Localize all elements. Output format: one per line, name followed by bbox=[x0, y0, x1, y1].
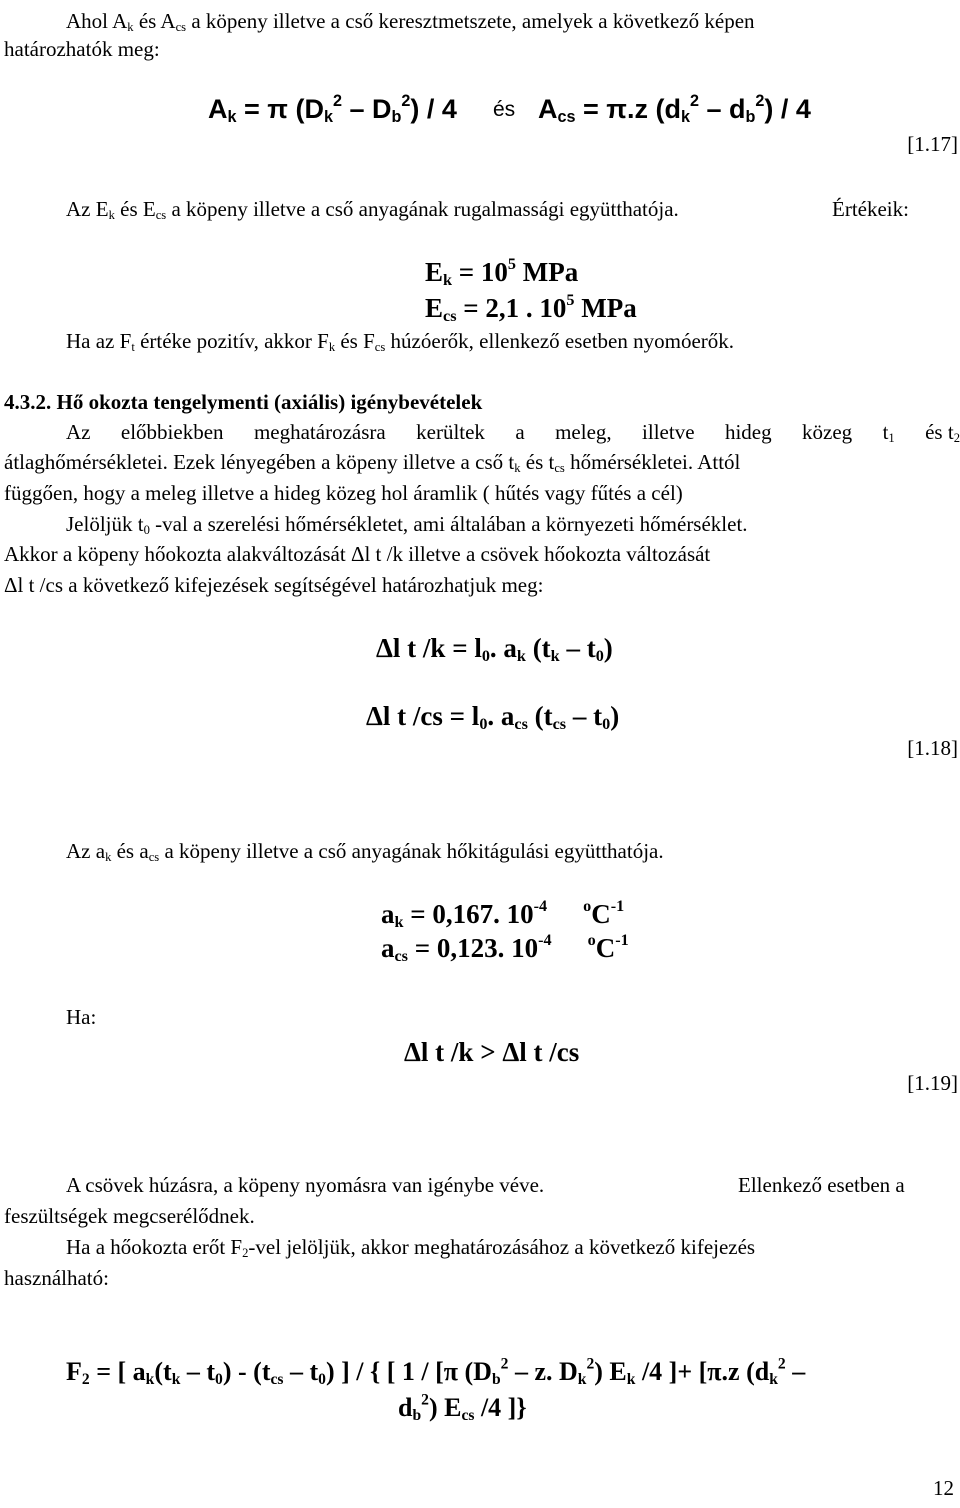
expansion-text: Az $a_k$ és $a_{cs}$ a köpeny illetve a cső anyagának hőkitágulási együtthatója. bbox=[66, 839, 664, 865]
equation-acs: $A_{cs} = \pi.z$ $(d_k^2 - d_b^2) / 4$ bbox=[538, 91, 811, 127]
closing-line-2: feszültségek megcserélődnek. bbox=[4, 1204, 255, 1228]
equation-ref-1-17: [1.17] bbox=[907, 132, 958, 156]
moduli-ertekeik: Értékeik: bbox=[832, 197, 909, 221]
closing-line-1-right: Ellenkező esetben a bbox=[738, 1173, 905, 1197]
condition-ha-label: Ha: bbox=[66, 1005, 97, 1029]
section-para-line-1: Az előbbiekben meghatározásra kerültek a meleg, illetve hideg közeg $t_1$ és $t_2$ bbox=[66, 420, 960, 446]
moduli-sign-note: Ha az $F_t$ értéke pozitív, akkor $F_k$ és $F_{cs}$ húzóerők, ellenkező esetben nyomóerők. bbox=[66, 329, 735, 355]
equation-f2-line-2: $d_b^2$) $E_{cs}$ /4 ]} bbox=[398, 1391, 527, 1424]
closing-line-3: Ha a hőokozta erőt $F_2$-vel jelöljük, akkor meghatározásához a következő kifejezés bbox=[66, 1235, 756, 1261]
section-para-line-5: Akkor a köpeny hőokozta alakváltozását Δl t /k illetve a csövek hőokozta változását bbox=[4, 542, 711, 566]
section-heading: 4.3.2. Hő okozta tengelymenti (axiális) igénybevételek bbox=[4, 390, 483, 414]
equation-ak: $A_k = \pi$ $(D_k^2 - D_b^2) / 4$ bbox=[208, 91, 457, 127]
equation-ecs: $E_{cs} = 2,1$ . $10^5$ MPa bbox=[425, 290, 637, 326]
intro-line-2: határozhatók meg: bbox=[4, 37, 160, 61]
section-para-line-6: Δl t /cs a következő kifejezések segítségével határozhatjuk meg: bbox=[4, 573, 544, 597]
page-number: 12 bbox=[933, 1476, 954, 1500]
section-para-line-4: Jelöljük $t_0$ -val a szerelési hőmérsékletet, ami általában a környezeti hőmérséklet. bbox=[66, 512, 748, 538]
equation-connector-es: és bbox=[493, 98, 516, 121]
equation-ak-coeff: $a_k = 0,167$. $10^{-4}$ $^oC^{-1}$ bbox=[381, 896, 625, 932]
intro-line-1: Ahol $A_k$ és $A_{cs}$ a köpeny illetve a cső keresztmetszete, amelyek a következő képen bbox=[66, 9, 755, 35]
equation-f2-line-1: $F_2$ = [ $a_k(t_k - t_0) - (t_{cs} - t_0)$ ] / { [ 1 / [π ($D_b^2$ – z. $D_k^2$) $E_k$ /4 ]+ [π.z ($d_k^2$ – bbox=[66, 1355, 806, 1388]
section-para-line-3: függően, hogy a meleg illetve a hideg közeg hol áramlik ( hűtés vagy fűtés a cél) bbox=[4, 481, 683, 505]
equation-ref-1-19: [1.19] bbox=[907, 1071, 958, 1095]
moduli-text: Az $E_k$ és $E_{cs}$ a köpeny illetve a cső anyagának rugalmassági együtthatója. bbox=[66, 197, 679, 223]
equation-ref-1-18: [1.18] bbox=[907, 736, 958, 760]
equation-acs-coeff: $a_{cs} = 0,123$. $10^{-4}$ $^oC^{-1}$ bbox=[381, 930, 629, 966]
closing-line-4: használható: bbox=[4, 1266, 109, 1290]
equation-condition: Δl t /k > Δl t /cs bbox=[404, 1037, 580, 1067]
equation-delta-lcs: Δl t $/cs = l_0$. $a_{cs}$ $(t_{cs} - t_0)$ bbox=[366, 701, 620, 734]
closing-line-1-left: A csövek húzásra, a köpeny nyomásra van igénybe véve. bbox=[66, 1173, 545, 1197]
equation-ek: $E_k = 10^5$ MPa bbox=[425, 254, 579, 290]
equation-delta-lk: Δl t $/k = l_0$. $a_k$ $(t_k - t_0)$ bbox=[376, 633, 613, 666]
section-para-line-2: átlaghőmérsékletei. Ezek lényegében a köpeny illetve a cső $t_k$ és $t_{cs}$ hőmérsékletei. Attól bbox=[4, 450, 741, 476]
